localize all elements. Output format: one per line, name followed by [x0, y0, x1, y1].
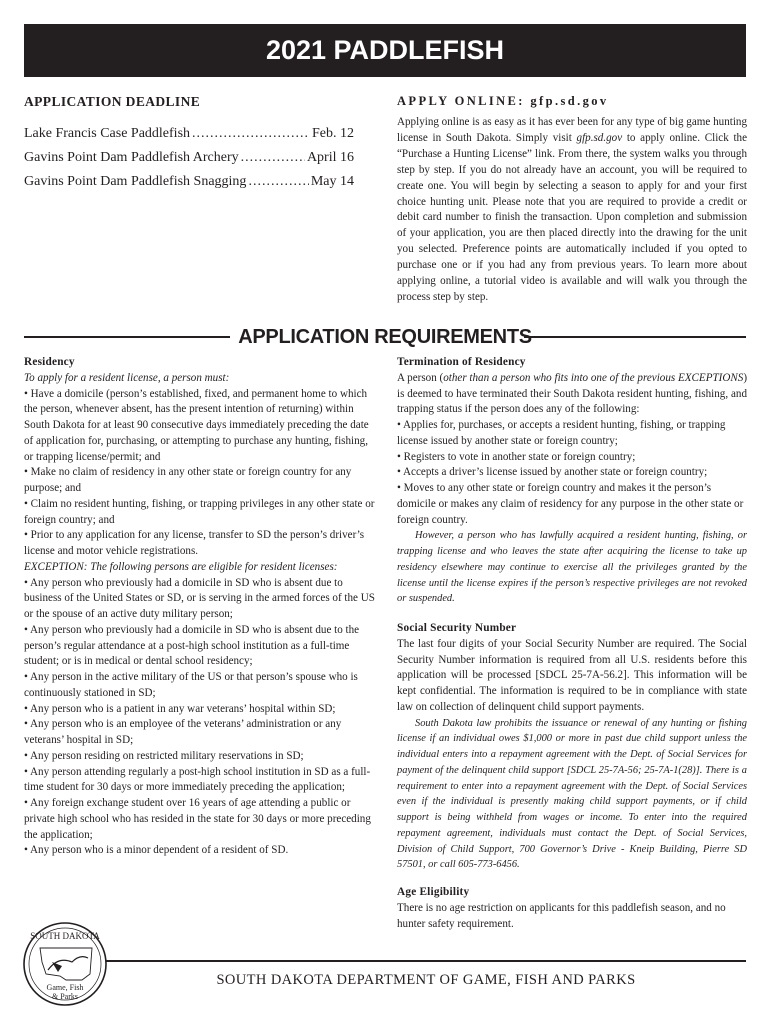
deadline-row	[24, 146, 354, 170]
list-item: • Any person who previously had a domicile in SD who is absent due to the person’s regular attendance at a post-high school institution as a full-time student; or is in medical or dental school residency;	[24, 623, 360, 668]
list-item: • Prior to any application for any license, transfer to SD the person’s driver’s license and motor vehicle registrations.	[24, 529, 365, 557]
right-column	[397, 355, 747, 932]
apply-text-part: Applying online is as easy as it has ever been for any type of big game hunting license in South Dakota. Simply visit	[397, 116, 747, 144]
list-item: • Any person who is a patient in any war veterans’ hospital within SD;	[24, 702, 336, 715]
deadline-list	[24, 122, 354, 194]
apply-online-heading: APPLY ONLINE: gfp.sd.gov	[397, 94, 609, 108]
deadline-date: May 14	[310, 174, 354, 189]
residency-intro: To apply for a resident license, a person must:	[24, 371, 230, 384]
deadline-label: Lake Francis Case Paddlefish	[24, 126, 191, 141]
list-item: • Any person who is an employee of the veterans’ administration or any veterans’ hospital in SD;	[24, 718, 342, 746]
page-title: 2021 PADDLEFISH	[24, 24, 746, 77]
deadline-row	[24, 170, 354, 194]
logo-line-text: Game, Fish	[46, 983, 84, 992]
apply-online-section	[397, 94, 747, 306]
spacer	[397, 873, 747, 885]
list-item: • Applies for, purchases, or accepts a resident hunting, fishing, or trapping license issued by another state or foreign country;	[397, 419, 726, 447]
deadline-label: Gavins Point Dam Paddlefish Archery	[24, 150, 239, 165]
requirements-heading: APPLICATION REQUIREMENTS	[238, 326, 532, 348]
age-heading: Age Eligibility	[397, 886, 470, 898]
termination-heading: Termination of Residency	[397, 356, 526, 368]
footer-rule	[106, 960, 746, 962]
spacer	[397, 607, 747, 621]
list-item: • Any person attending regularly a post-high school institution in SD as a full-time student for 30 days or more immediately preceding the application;	[24, 765, 371, 794]
deadline-row	[24, 122, 354, 146]
termination-intro	[397, 371, 747, 418]
list-item: • Any person who is a minor dependent of a resident of SD.	[24, 844, 289, 857]
list-item: • Any person in the active military of the US or that person’s spouse who is continuously stationed in SD;	[24, 671, 358, 699]
leader-dots	[248, 170, 308, 194]
list-item: • Have a domicile (person’s established, fixed, and permanent home to which the person, whenever absent, has the present intention of returning) within South Dakota for at least 90 consecutive days immediately preceding the date of application for, purchasing, or attempting to purchase any hunting, fishing, or trapping license/permit; and	[24, 387, 369, 463]
list-item: • Accepts a driver’s license issued by another state or foreign country;	[397, 466, 708, 479]
list-item: • Any person residing on restricted military reservations in SD;	[24, 749, 304, 762]
list-item: • Moves to any other state or foreign country and makes it the person’s domicile or makes any claim of residency for any purpose in the other state or foreign country.	[397, 482, 744, 526]
footer-text: SOUTH DAKOTA DEPARTMENT OF GAME, FISH AND PARKS	[216, 972, 636, 988]
termination-intro-part: ) is deemed to have terminated their South Dakota resident hunting, fishing, and trapping status if the person does any of the following:	[397, 371, 748, 416]
leader-dots	[241, 146, 305, 170]
ssn-note: South Dakota law prohibits the issuance or renewal of any hunting or fishing license if an individual owes $1,000 or more in past due child support unless the individual enters into a repayment agreement with the Dept. of Social Services for payment of the delinquent child support [SDCL 25-7A-56; 25-7A-1(28)]. There is a requirement to enter into a repayment agreement with the Dept. of Social Services even if the individual is presently making child support payments, or if child support is being withheld from wages or income. To enter into the required repayment agreement, individuals must contact the Dept. of Social Services, Division of Child Support, 700 Governor’s Drive - Kneip Building, Pierre SD 57501, or call 605-773-6456.	[397, 717, 747, 871]
deadline-label: Gavins Point Dam Paddlefish Snagging	[24, 174, 247, 189]
age-text: There is no age restriction on applicants for this paddlefish season, and no hunter safety requirement.	[397, 901, 726, 930]
list-item: • Any foreign exchange student over 16 years of age attending a public or private high school who has resided in the state for 30 days or more preceding the application;	[24, 797, 371, 841]
termination-intro-part: A person (	[397, 371, 444, 384]
ssn-heading: Social Security Number	[397, 622, 517, 634]
deadline-date: April 16	[306, 150, 354, 165]
apply-text-part: to apply online. Click the “Purchase a Hunting License” link. From there, the system walks you through step by step. If you do not already have an account, you will be required to create one. You will begin by selecting a season to apply for and your first choice hunting unit. Please note that you are required to provide a credit or debit card number to finish the transaction. Upon completion and submission of your application, you are then placed directly into the drawing for the unit you selected. Preference points are automatically included if you opted to purchase one or if you had any from previous years. To learn more about applying online, a tutorial video is available and will walk you through the process step by step.	[397, 131, 747, 303]
list-item: • Claim no resident hunting, fishing, or trapping privileges in any other state or foreign country; and	[24, 497, 375, 526]
exception-heading: EXCEPTION: The following persons are eligible for resident licenses:	[24, 560, 338, 573]
application-deadline-section	[24, 94, 354, 194]
termination-intro-italic: other than a person who fits into one of the previous EXCEPTIONS	[443, 371, 744, 384]
apply-online-text	[397, 115, 747, 306]
list-item: • Registers to vote in another state or foreign country;	[397, 450, 636, 463]
ssn-text: The last four digits of your Social Security Number are required. The Social Security Number information is required from all U.S. residents before this application will be processed [SDCL 25-7A-56.2]. This information will be kept confidential. The information is required to be in compliance with state law on collection of delinquent child support payments.	[397, 637, 747, 713]
logo-top-text: SOUTH DAKOTA	[30, 931, 100, 941]
termination-note: However, a person who has lawfully acquired a resident hunting, fishing, or trapping license and who leaves the state after acquiring the license to take up residency elsewhere may continue to exercise all the privileges granted by the license until the license expires if the person’s respective privileges are not revoked or suspended.	[397, 530, 747, 605]
website-link[interactable]: gfp.sd.gov	[576, 131, 623, 144]
leader-dots	[192, 122, 310, 146]
residency-heading: Residency	[24, 356, 75, 368]
residency-section	[24, 355, 376, 859]
sd-gfp-logo-icon	[22, 918, 108, 1010]
list-item: • Make no claim of residency in any other state or foreign country for any purpose; and	[24, 466, 352, 494]
deadline-date: Feb. 12	[312, 126, 354, 141]
logo-line-text: & Parks	[52, 992, 78, 1001]
list-item: • Any person who previously had a domicile in SD who is absent due to business of the United States or SD, or is serving in the armed forces of the US or the spouse of an active duty military person;	[24, 576, 375, 620]
deadline-heading: APPLICATION DEADLINE	[24, 94, 201, 109]
